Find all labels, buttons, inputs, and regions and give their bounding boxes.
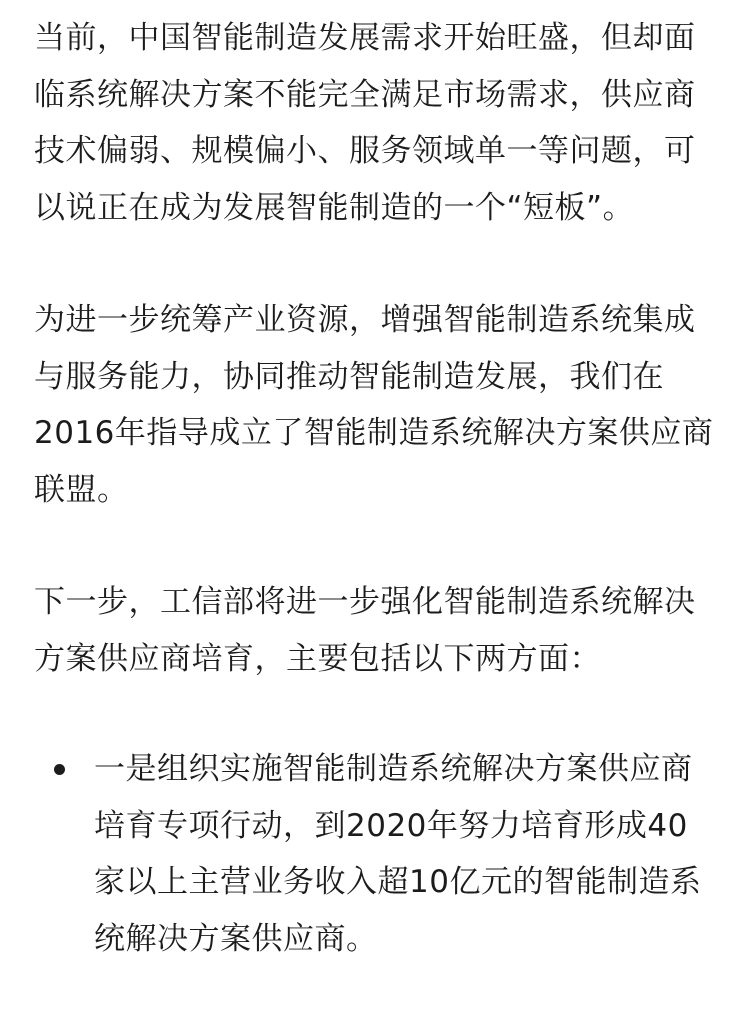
paragraph-current-situation: 当前，中国智能制造发展需求开始旺盛，但却面临系统解决方案不能完全满足市场需求，供应商技术偏弱、规模偏小、服务领域单一等问题，可以说正在成为发展智能制造的一个“短板”。 (34, 20, 696, 226)
paragraph-alliance: 为进一步统筹产业资源，增强智能制造系统集成与服务能力，协同推动智能制造发展，我们在2016年指导成立了智能制造系统解决方案供应商联盟。 (34, 302, 714, 508)
list-item-text: 一是组织实施智能制造系统解决方案供应商培育专项行动，到2020年努力培育形成40家以上主营业务收入超10亿元的智能制造系统解决方案供应商。 (94, 751, 702, 957)
bullet-dot-icon (54, 764, 65, 775)
list-item (34, 741, 716, 967)
paragraph-next-steps: 下一步，工信部将进一步强化智能制造系统解决方案供应商培育，主要包括以下两方面： (34, 584, 696, 677)
bullet-list (34, 741, 716, 967)
